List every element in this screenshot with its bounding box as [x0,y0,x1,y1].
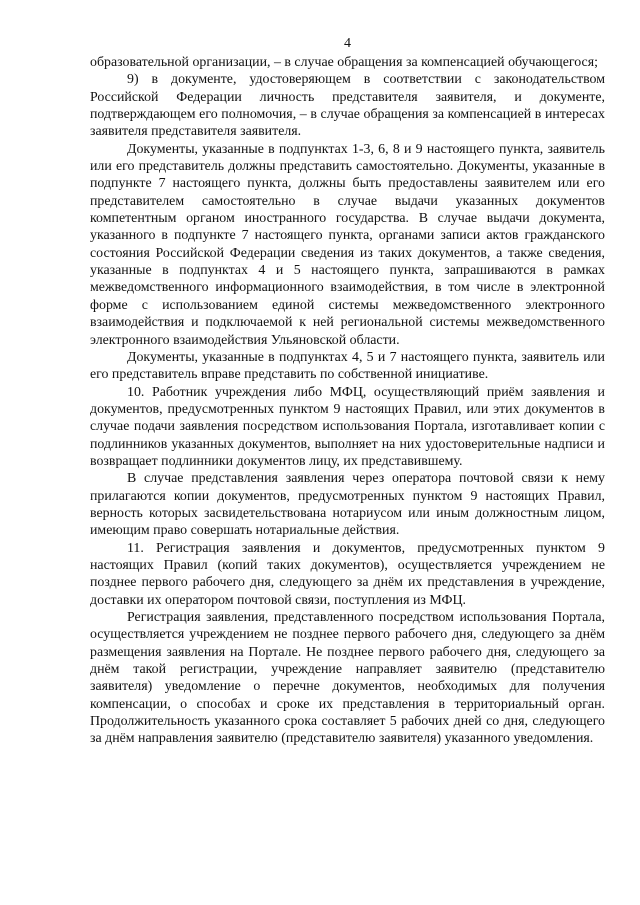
paragraph: 9) в документе, удостоверяющем в соответствии с законодательством Российской Федерации личность представителя заявителя, и документе, подтверждающем его полномочия, – в случае обращения за компенсацией в интересах заявителя представителя заявителя. [90,72,605,140]
paragraph: образовательной организации, – в случае обращения за компенсацией обучающегося; [90,55,598,70]
paragraph: 11. Регистрация заявления и документов, предусмотренных пунктом 9 настоящих Правил (копий таких документов), осуществляется учреждением не позднее первого рабочего дня, следующего за днём их представления в учреждение, доставки их оператором почтовой связи, поступления из МФЦ. [90,540,605,608]
paragraph: Регистрация заявления, представленного посредством использования Портала, осуществляется учреждением не позднее первого рабочего дня, следующего за днём размещения заявления на Портале. Не позднее первого рабочего дня, следующего за днём такой регистрации, учреждение направляет заявителю (представителю заявителя) уведомление о перечне документов, необходимых для получения компенсации, о способах и сроке их представления в территориальный орган. Продолжительность указанного срока составляет 5 рабочих дней со дня, следующего за днём направления заявителю (представителю заявителя) указанного уведомления. [90,610,605,747]
paragraph: Документы, указанные в подпунктах 1-3, 6, 8 и 9 настоящего пункта, заявитель или его представитель должны представить самостоятельно. Документы, указанные в подпункте 7 настоящего пункта, должны быть предоставлены заявителем или его представителем самостоятельно в случае выдачи указанных документов компетентным органом иностранного государства. В случае выдачи документа, указанного в подпункте 7 настоящего пункта, органами записи актов гражданского состояния Российской Федерации сведения из таких документов, а также сведения, указанные в подпунктах 4 и 5 настоящего пункта, запрашиваются в рамках межведомственного информационного взаимодействия, в том числе в электронной форме с использованием единой системы межведомственного электронного взаимодействия и подключаемой к ней региональной системы межведомственного электронного взаимодействия Ульяновской области. [90,141,605,348]
page-number: 4 [344,36,351,51]
document-body [90,54,605,748]
paragraph: В случае представления заявления через оператора почтовой связи к нему прилагаются копии документов, предусмотренных пунктом 9 настоящих Правил, верность которых засвидетельствована нотариусом или иным должностным лицом, имеющим право совершать нотариальные действия. [90,471,605,539]
paragraph: Документы, указанные в подпунктах 4, 5 и 7 настоящего пункта, заявитель или его представитель вправе представить по собственной инициативе. [90,349,605,383]
paragraph: 10. Работник учреждения либо МФЦ, осуществляющий приём заявления и документов, предусмотренных пунктом 9 настоящих Правил, или этих документов в случае подачи заявления посредством использования Портала, изготавливает копии с подлинников указанных документов, выполняет на них удостоверительные надписи и возвращает подлинники документов лицу, их представившему. [90,384,605,469]
